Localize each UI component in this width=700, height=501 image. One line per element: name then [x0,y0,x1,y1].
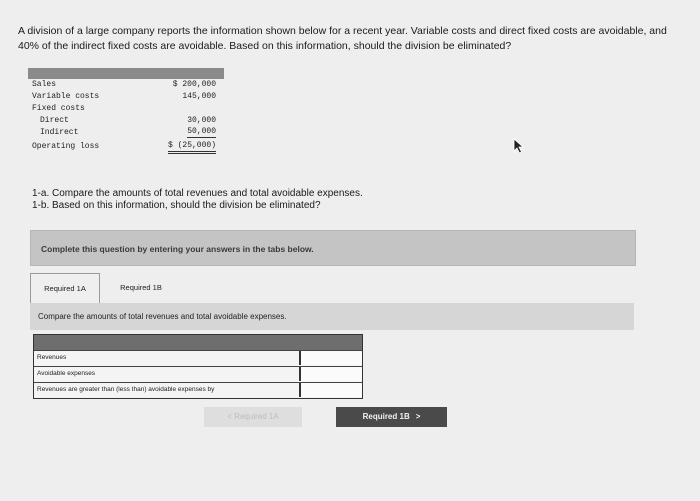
next-button-label: Required 1B [362,412,410,421]
instruction-banner: Complete this question by entering your answers in the tabs below. [30,230,636,266]
answer-table [33,334,363,399]
prev-required-button[interactable]: < Required 1A [204,407,302,427]
problem-intro: A division of a large company reports the information shown below for a recent year. Variable costs and direct fixed costs are avoidable, and 40% of the indirect fixed costs are avoidable. Based on this information, should the division be eliminated? [18,25,667,52]
answer-label: Revenues are greater than (less than) avoidable expenses by [37,386,215,393]
financial-row-variable-costs [28,91,224,103]
financial-row-operating-loss [28,141,224,153]
avoidable-expenses-input[interactable] [299,367,362,381]
financial-amount: 30,000 [187,116,216,125]
financial-label: Direct [40,116,69,125]
answer-label: Avoidable expenses [37,370,96,377]
financial-row-indirect [28,127,224,139]
financial-label: Indirect [40,128,79,137]
financial-row-fixed-costs [28,103,224,115]
financial-table [28,68,224,153]
tab-required-1a[interactable]: Required 1A [30,273,100,303]
question-list [32,188,363,212]
answer-label: Revenues [37,354,67,361]
answer-table-header [34,335,362,350]
revenues-input[interactable] [299,351,362,365]
mouse-cursor-icon [512,138,526,154]
financial-amount: 145,000 [182,92,216,101]
difference-input[interactable] [299,383,362,397]
question-1a: 1-a. Compare the amounts of total revenues and total avoidable expenses. [32,188,363,199]
financial-row-direct [28,115,224,127]
financial-label: Operating loss [32,142,100,151]
question-1b: 1-b. Based on this information, should the division be eliminated? [32,200,321,211]
financial-table-header [28,68,224,79]
financial-label: Sales [32,80,57,89]
answer-row-difference [34,382,362,398]
financial-label: Fixed costs [32,104,85,113]
next-required-button[interactable] [336,407,447,427]
answer-row-revenues [34,350,362,366]
financial-amount: $ 200,000 [172,80,216,89]
answer-row-avoidable-expenses [34,366,362,382]
tab-instruction: Compare the amounts of total revenues and total avoidable expenses. [30,303,634,330]
tab-required-1b[interactable]: Required 1B [120,283,162,292]
financial-amount: 50,000 [187,127,216,136]
financial-amount: $ (25,000) [168,141,216,154]
chevron-right-icon: > [415,412,421,421]
financial-label: Variable costs [32,92,100,101]
financial-row-sales [28,79,224,91]
